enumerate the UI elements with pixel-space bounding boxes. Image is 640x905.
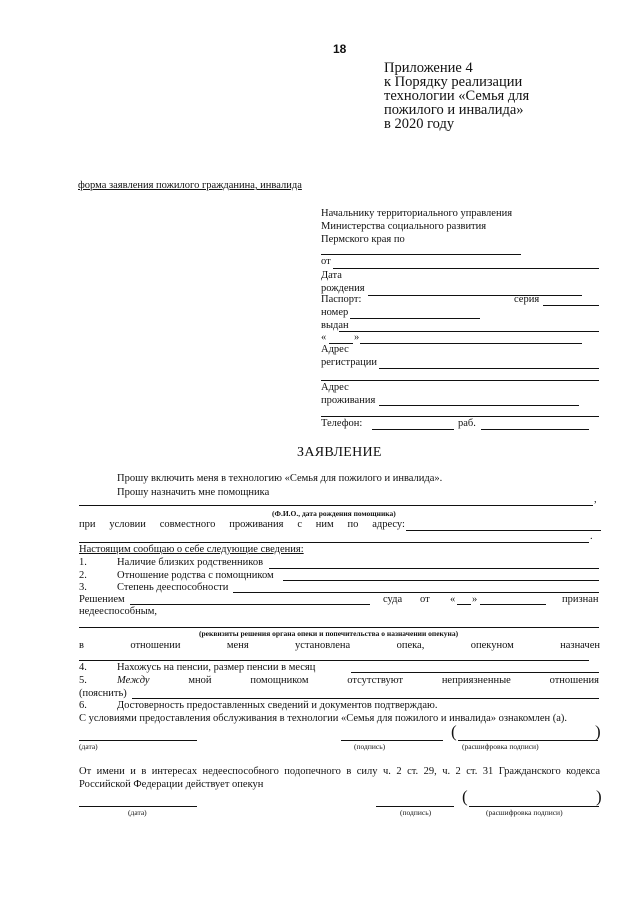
birth-label: Дата: [321, 270, 342, 281]
passport-series-field[interactable]: [543, 305, 599, 306]
guardian-text-2: Российской Федерации действует опекун: [79, 779, 264, 790]
phone-label: Телефон:: [321, 418, 363, 429]
addressee-line: Министерства социального развития: [321, 221, 487, 232]
date-caption: (дата): [79, 742, 98, 751]
document-heading: ЗАЯВЛЕНИЕ: [297, 445, 382, 460]
decode-caption: (расшифровка подписи): [462, 742, 539, 751]
guardian-decision-field[interactable]: [79, 627, 599, 628]
appendix-line: пожилого и инвалида»: [384, 102, 524, 118]
item-number: 6.: [79, 700, 87, 711]
kinship-label: Отношение родства с помощником: [117, 570, 274, 581]
word: адресу:: [372, 519, 405, 530]
passport-label: Паспорт:: [321, 294, 362, 305]
work-phone-label: раб.: [458, 418, 476, 429]
item-number: 4.: [79, 662, 87, 673]
word: отношении: [130, 640, 181, 651]
issued-label: выдан: [321, 320, 349, 331]
addressee-line: Начальнику территориального управления: [321, 208, 513, 219]
kinship-field[interactable]: [283, 580, 599, 581]
word: установлена: [295, 640, 351, 651]
word: с: [297, 519, 302, 530]
word: по: [347, 519, 359, 530]
from-word: от: [420, 594, 430, 605]
relatives-field[interactable]: [269, 568, 599, 569]
word: отсутствуют: [347, 675, 404, 686]
residence-label: проживания: [321, 395, 376, 406]
paren-open: (: [462, 787, 468, 806]
comma: ,: [594, 494, 597, 505]
word: неприязненные: [441, 675, 511, 686]
word: проживания: [229, 519, 284, 530]
incapable-label: недееспособным,: [79, 606, 158, 617]
guardian-text: От имени и в интересах недееспособного подопечного в силу ч. 2 ст. 29, ч. 2 ст. 31 Гражданского кодекса: [79, 766, 600, 777]
assistant-caption: (Ф.И.О., дата рождения помощника): [272, 509, 396, 518]
item-number: 3.: [79, 582, 87, 593]
passport-number-field[interactable]: [350, 318, 480, 319]
guardian-decode-caption: (расшифровка подписи): [486, 808, 563, 817]
guardianship-line: [79, 640, 600, 651]
from-name-field[interactable]: [333, 268, 599, 269]
word: условии: [109, 519, 146, 530]
capacity-field[interactable]: [233, 592, 599, 593]
work-phone-field[interactable]: [481, 429, 589, 430]
series-label: серия: [514, 294, 540, 305]
word: меня: [226, 640, 249, 651]
paren-close: ): [595, 722, 601, 741]
appendix-line: Приложение 4: [384, 60, 473, 76]
registration-address-field-2[interactable]: [321, 380, 599, 381]
signature-caption: (подпись): [354, 742, 386, 751]
decision-label: Решением: [79, 594, 125, 605]
explain-label: (пояснить): [79, 688, 127, 699]
pension-label: Нахожусь на пенсии, размер пенсии в месяц: [117, 662, 316, 673]
relations-line: [117, 675, 599, 686]
word: отношения: [549, 675, 599, 686]
item-number: 2.: [79, 570, 87, 581]
addressee-line: Пермского края по: [321, 234, 405, 245]
number-label: номер: [321, 307, 349, 318]
acquainted-text: С условиями предоставления обслуживания в технологии «Семья для пожилого и инвалида» ознакомлен (а).: [79, 713, 568, 724]
guardian-decision-caption: (реквизиты решения органа опеки и попечительства о назначении опекуна): [199, 629, 459, 638]
request-assistant: Прошу назначить мне помощника: [117, 487, 270, 498]
guardian-name-field[interactable]: [79, 660, 589, 661]
issue-date-close: »: [354, 332, 360, 343]
birth-label: рождения: [321, 283, 365, 294]
confirmation-text: Достоверность предоставленных сведений и документов подтверждаю.: [117, 700, 438, 711]
issued-by-field[interactable]: [339, 331, 599, 332]
item-number: 5.: [79, 675, 87, 686]
item-number: 1.: [79, 557, 87, 568]
cohabitation-line: [79, 519, 405, 530]
paren-open: (: [451, 722, 457, 741]
issue-date-field[interactable]: [360, 343, 582, 344]
date-open: «: [450, 594, 456, 605]
word: при: [79, 519, 96, 530]
declared-label: признан: [562, 594, 599, 605]
court-name-field[interactable]: [130, 604, 370, 605]
word: Между: [117, 675, 150, 686]
residence-label: Адрес: [321, 382, 349, 393]
word: опекуном: [470, 640, 514, 651]
appendix-line: в 2020 году: [384, 116, 455, 132]
decision-day-field[interactable]: [457, 604, 471, 605]
signature-field[interactable]: [341, 740, 443, 741]
assistant-name-field[interactable]: [79, 505, 593, 506]
decision-date-field[interactable]: [480, 604, 546, 605]
request-inclusion: Прошу включить меня в технологию «Семья для пожилого и инвалида».: [117, 473, 443, 484]
residence-address-field-2[interactable]: [321, 416, 599, 417]
paren-close: ): [596, 787, 602, 806]
court-label: суда: [383, 594, 403, 605]
registration-label: регистрации: [321, 357, 377, 368]
residence-address-field[interactable]: [379, 405, 579, 406]
word: в: [79, 640, 84, 651]
cohabitation-address-field-2[interactable]: [79, 542, 589, 543]
word: совместного: [159, 519, 216, 530]
pension-field[interactable]: [351, 672, 599, 673]
registration-label: Адрес: [321, 344, 349, 355]
issue-date-open: «: [321, 332, 327, 343]
appendix-line: технологии «Семья для: [384, 88, 530, 104]
page-number: 18: [333, 42, 347, 56]
appendix-header: [384, 61, 529, 131]
guardian-decode-field[interactable]: [469, 806, 599, 807]
word: мной: [188, 675, 212, 686]
guardian-date-caption: (дата): [128, 808, 147, 817]
word: опека,: [396, 640, 425, 651]
capacity-label: Степень дееспособности: [117, 582, 229, 593]
appendix-line: к Порядку реализации: [384, 74, 523, 90]
from-label: от: [321, 256, 331, 267]
word: помощником: [250, 675, 309, 686]
date-close: »: [472, 594, 478, 605]
signature-decode-field[interactable]: [458, 740, 598, 741]
guardian-signature-field[interactable]: [376, 806, 454, 807]
word: назначен: [560, 640, 600, 651]
guardian-date-field[interactable]: [79, 806, 197, 807]
period: .: [590, 531, 593, 542]
explain-field[interactable]: [132, 698, 599, 699]
date-field[interactable]: [79, 740, 197, 741]
form-title: форма заявления пожилого гражданина, инвалида: [78, 180, 302, 191]
info-intro: Настоящим сообщаю о себе следующие сведения:: [79, 544, 304, 555]
registration-address-field[interactable]: [379, 368, 599, 369]
relatives-label: Наличие близких родственников: [117, 557, 264, 568]
guardian-signature-caption: (подпись): [400, 808, 432, 817]
phone-field[interactable]: [372, 429, 454, 430]
addressee-department-field[interactable]: [321, 254, 521, 255]
cohabitation-address-field[interactable]: [406, 530, 601, 531]
word: ним: [315, 519, 334, 530]
birth-date-field[interactable]: [368, 295, 582, 296]
